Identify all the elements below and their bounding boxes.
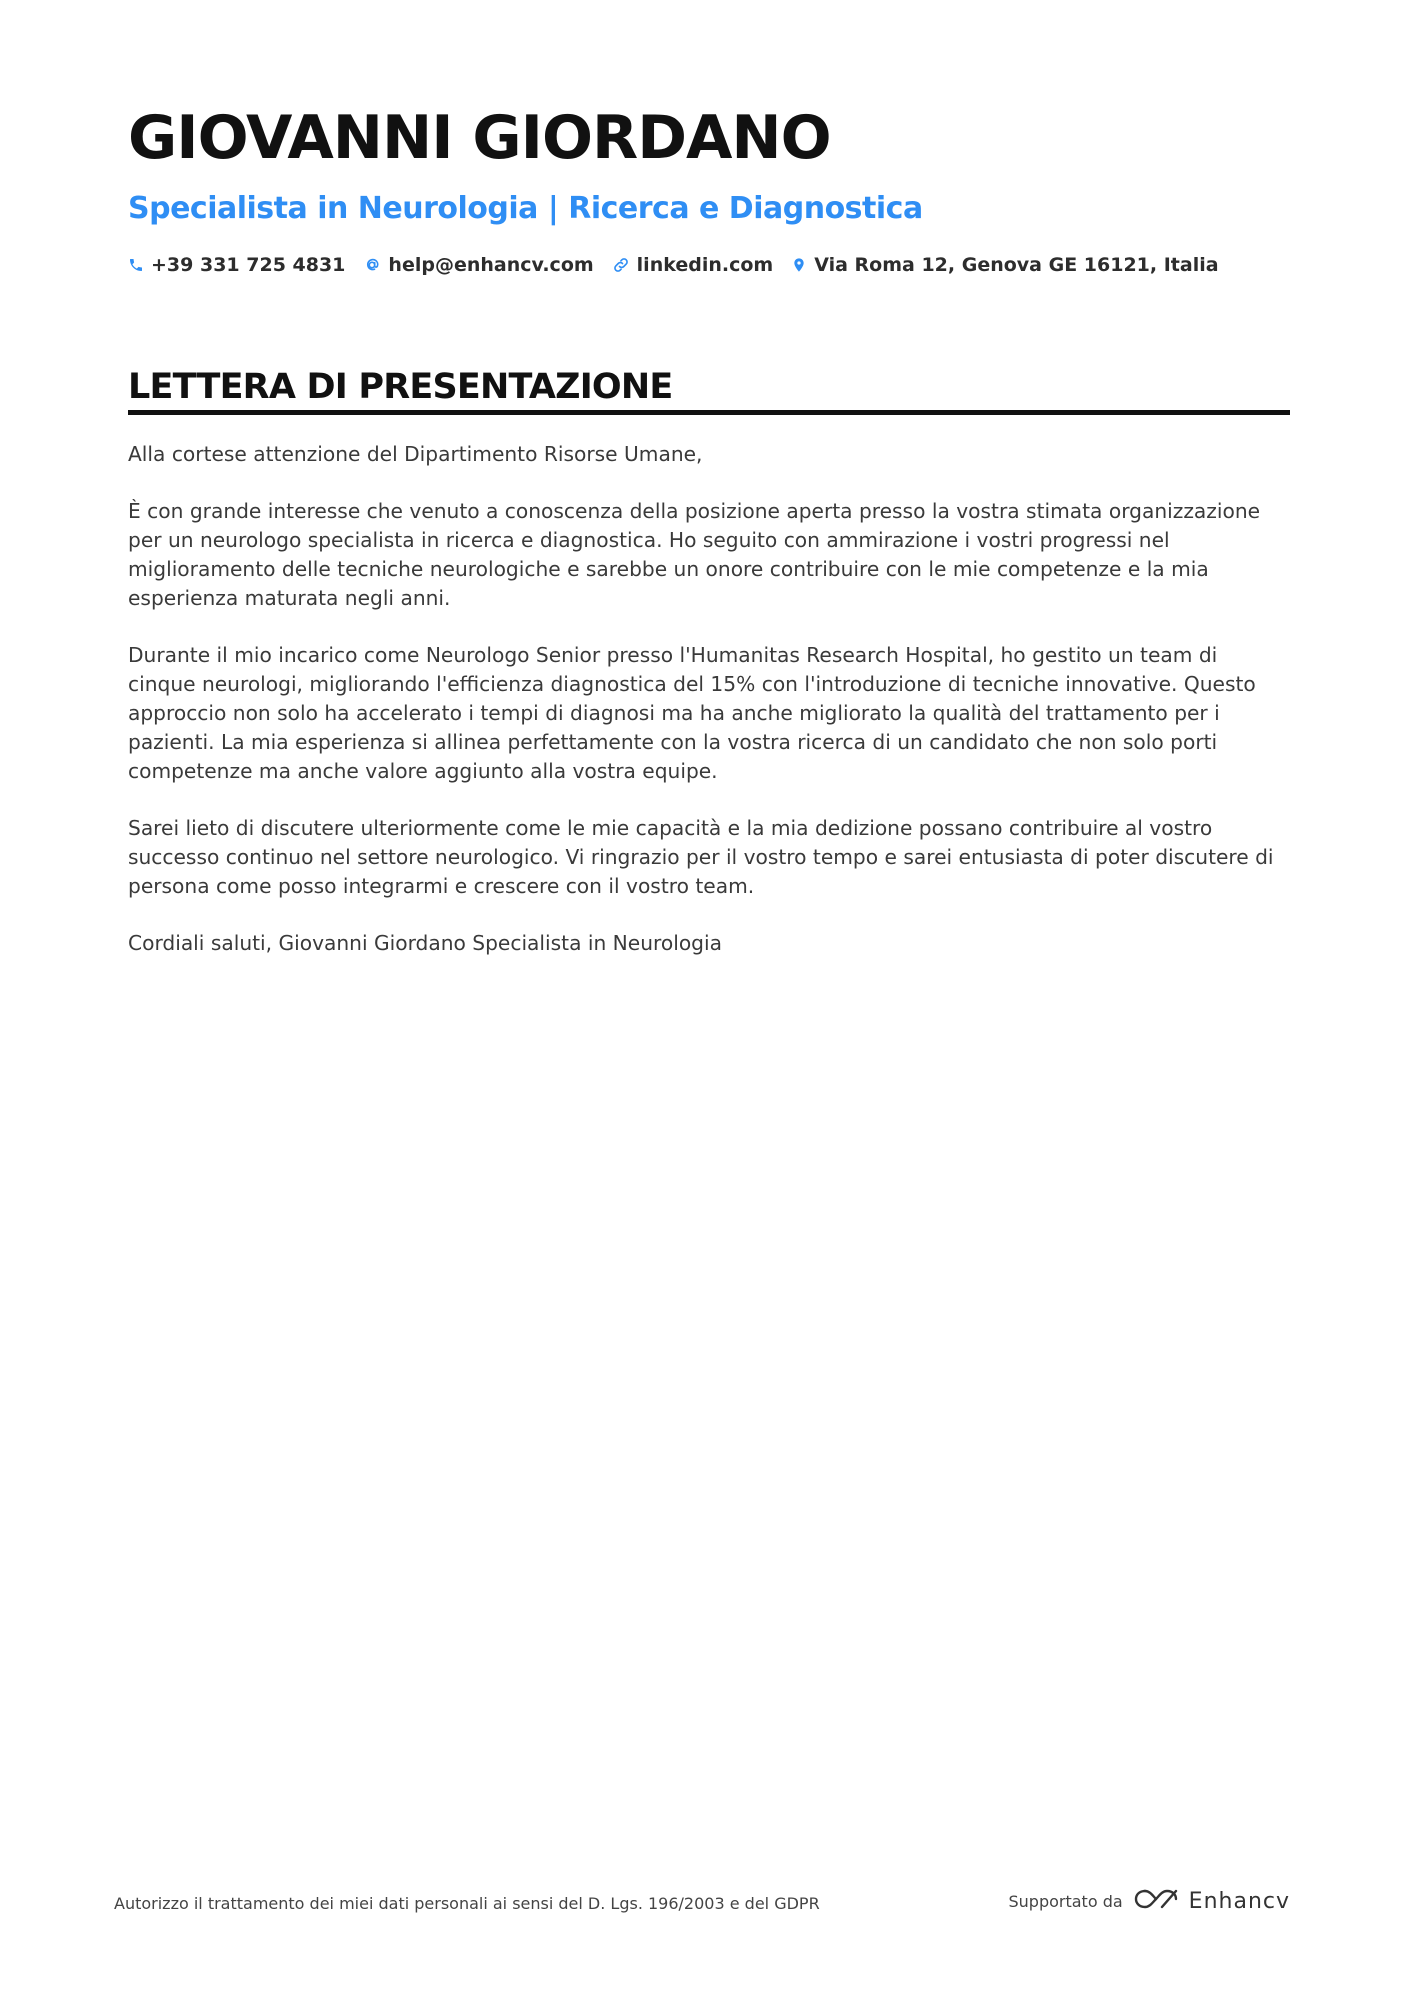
powered-by-badge[interactable]: [1009, 1886, 1291, 1917]
contact-bar: [128, 254, 1219, 276]
contact-location: [791, 254, 1218, 276]
brand-name: Enhancv: [1188, 1889, 1290, 1914]
map-pin-icon: [791, 256, 807, 274]
powered-by-label: Supportato da: [1008, 1892, 1123, 1911]
section-divider: [128, 410, 1290, 415]
linkedin-text[interactable]: linkedin.com: [636, 254, 774, 276]
contact-email: [363, 254, 593, 276]
letter-paragraph: Sarei lieto di discutere ulteriormente come le mie capacità e la mia dedizione possano contribuire al vostro successo continuo nel settore neurologico. Vi ringrazio per il vostro tempo e sarei entusiasta di poter discutere di persona come posso integrarmi e crescere con il vostro team.: [128, 816, 1274, 898]
candidate-headline: Specialista in Neurologia | Ricerca e Diagnostica: [128, 191, 923, 226]
letter-paragraph: Durante il mio incarico come Neurologo Senior presso l'Humanitas Research Hospital, ho gestito un team di cinque neurologi, migliorando l'efficienza diagnostica del 15% con l'introduzione di tecniche innovative. Questo approccio non solo ha accelerato i tempi di diagnosi ma ha anche migliorato la qualità del trattamento per i pazienti. La mia esperienza si allinea perfettamente con la vostra ricerca di un candidato che non solo porti competenze ma anche valore aggiunto alla vostra equipe.: [128, 643, 1256, 783]
letter-paragraph: È con grande interesse che venuto a conoscenza della posizione aperta presso la vostra stimata organizzazione per un neurologo specialista in ricerca e diagnostica. Ho seguito con ammirazione i vostri progressi nel miglioramento delle tecniche neurologiche e sarebbe un onore contribuire con le mie competenze e la mia esperienza maturata negli anni.: [128, 499, 1261, 610]
link-icon: [612, 256, 630, 274]
contact-phone: [128, 254, 345, 276]
phone-icon: [128, 257, 144, 273]
letter-closing: Cordiali saluti, Giovanni Giordano Specialista in Neurologia: [128, 931, 722, 955]
location-text: Via Roma 12, Genova GE 16121, Italia: [814, 254, 1219, 276]
enhancv-logo-icon: [1133, 1886, 1179, 1917]
letter-salutation: Alla cortese attenzione del Dipartimento Risorse Umane,: [128, 442, 703, 466]
contact-linkedin: [612, 254, 774, 276]
at-icon: [363, 256, 381, 274]
candidate-name: GIOVANNI GIORDANO: [128, 103, 831, 173]
email-text[interactable]: help@enhancv.com: [388, 254, 594, 276]
section-title: LETTERA DI PRESENTAZIONE: [128, 367, 673, 407]
letter-body: [128, 440, 1290, 986]
phone-text[interactable]: +39 331 725 4831: [151, 254, 346, 276]
privacy-note: Autorizzo il trattamento dei miei dati personali ai sensi del D. Lgs. 196/2003 e del GDPR: [114, 1894, 820, 1913]
